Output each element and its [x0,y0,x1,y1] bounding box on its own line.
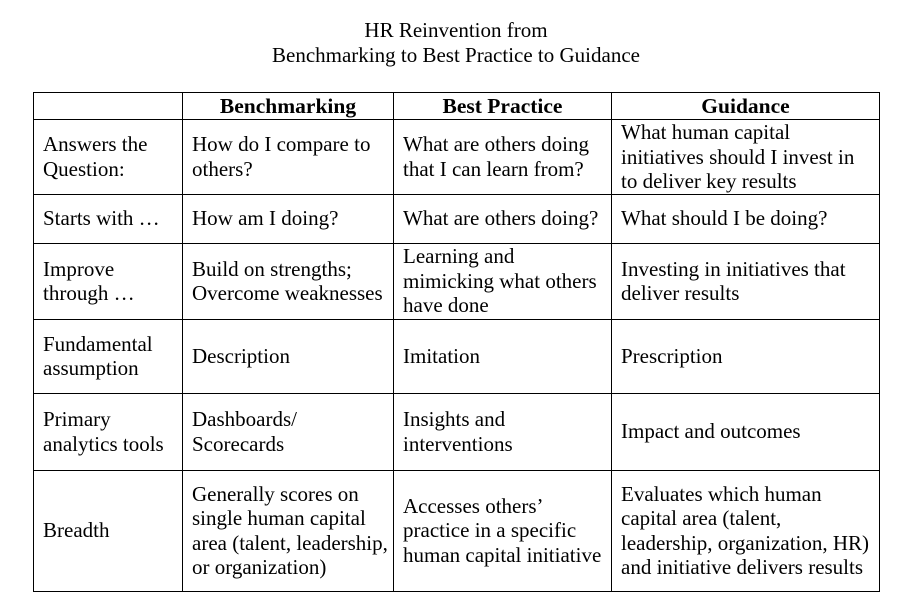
guidance-cell: Evaluates which human capital area (talent, leadership, organization, HR) and initiative delivers results [612,470,880,591]
guidance-cell: What should I be doing? [612,194,880,243]
title-line-2: Benchmarking to Best Practice to Guidance [272,43,640,67]
row-label: Starts with … [34,194,183,243]
document-title [0,18,902,68]
benchmarking-cell: Generally scores on single human capital area (talent, leadership, or organization) [183,470,394,591]
table-header-row [34,93,880,120]
best-practice-cell: What are others doing that I can learn from? [394,120,612,195]
benchmarking-cell: How am I doing? [183,194,394,243]
comparison-table [33,92,880,592]
table-row [34,319,880,393]
row-label: Breadth [34,470,183,591]
header-best-practice: Best Practice [394,93,612,120]
best-practice-cell: Learning and mimicking what others have done [394,243,612,319]
row-label: Answers the Question: [34,120,183,195]
table-row [34,120,880,195]
title-line-1: HR Reinvention from [364,18,548,42]
best-practice-cell: Insights and interventions [394,393,612,470]
benchmarking-cell: Dashboards/ Scorecards [183,393,394,470]
benchmarking-cell: How do I compare to others? [183,120,394,195]
row-label: Fundamental assumption [34,319,183,393]
benchmarking-cell: Description [183,319,394,393]
guidance-cell: Impact and outcomes [612,393,880,470]
table-row [34,194,880,243]
guidance-cell: What human capital initiatives should I invest in to deliver key results [612,120,880,195]
table-row [34,393,880,470]
header-guidance: Guidance [612,93,880,120]
best-practice-cell: Accesses others’ practice in a specific human capital initiative [394,470,612,591]
header-cell-empty [34,93,183,120]
best-practice-cell: Imitation [394,319,612,393]
best-practice-cell: What are others doing? [394,194,612,243]
row-label: Primary analytics tools [34,393,183,470]
benchmarking-cell: Build on strengths; Overcome weaknesses [183,243,394,319]
row-label: Improve through … [34,243,183,319]
guidance-cell: Investing in initiatives that deliver results [612,243,880,319]
table-row [34,470,880,591]
guidance-cell: Prescription [612,319,880,393]
table-row [34,243,880,319]
header-benchmarking: Benchmarking [183,93,394,120]
